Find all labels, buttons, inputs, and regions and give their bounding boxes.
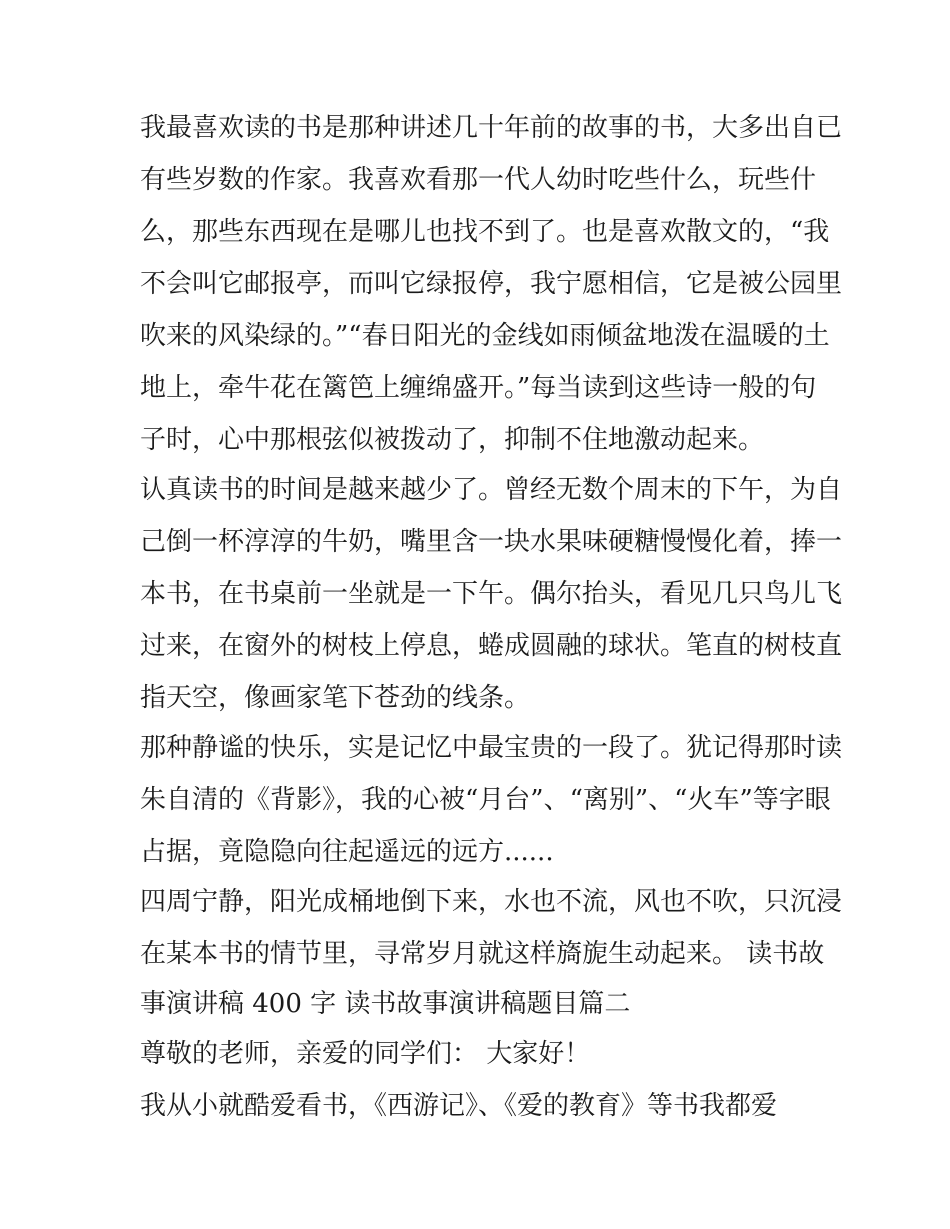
text-line: 过来，在窗外的树枝上停息，蜷成圆融的球状。笔直的树枝直 [140, 631, 843, 661]
text-line: 么，那些东西现在是哪儿也找不到了。也是喜欢散文的，“我 [140, 217, 830, 247]
text-line: 事演讲稿 400 字 读书故事演讲稿题目篇二 [140, 989, 631, 1019]
text-line: 我最喜欢读的书是那种讲述几十年前的故事的书，大多出自已 [140, 113, 843, 143]
text-line: 四周宁静，阳光成桶地倒下来，水也不流，风也不吹，只沉浸 [140, 887, 843, 917]
text-line: 子时，心中那根弦似被拨动了，抑制不住地激动起来。 [140, 425, 765, 455]
text-line: 地上，牵牛花在篱笆上缠绵盛开。”每当读到这些诗一般的句 [140, 373, 817, 403]
text-line: 占据，竟隐隐向往起遥远的远方...... [140, 837, 554, 867]
text-line: 有些岁数的作家。我喜欢看那一代人幼时吃些什么，玩些什 [140, 165, 817, 195]
text-line: 我从小就酷爱看书，《西游记》、《爱的教育》等书我都爱 [140, 1091, 778, 1121]
text-line: 那种静谧的快乐，实是记忆中最宝贵的一段了。犹记得那时读 [140, 733, 843, 763]
text-line: 己倒一杯淳淳的牛奶，嘴里含一块水果味硬糖慢慢化着，捧一 [140, 527, 843, 557]
text-line: 本书，在书桌前一坐就是一下午。偶尔抬头，看见几只鸟儿飞 [140, 579, 843, 609]
text-line: 不会叫它邮报亭，而叫它绿报停，我宁愿相信，它是被公园里 [140, 269, 843, 299]
text-line: 认真读书的时间是越来越少了。曾经无数个周末的下午，为自 [140, 475, 843, 505]
text-line: 在某本书的情节里，寻常岁月就这样旖旎生动起来。 读书故 [140, 939, 825, 969]
text-line: 尊敬的老师，亲爱的同学们： 大家好！ [140, 1039, 591, 1069]
text-line: 吹来的风染绿的。”“春日阳光的金线如雨倾盆地泼在温暖的土 [140, 321, 830, 351]
text-line: 指天空，像画家笔下苍劲的线条。 [140, 683, 531, 713]
text-line: 朱自清的《背影》，我的心被“月台”、“离别”、“火车”等字眼 [140, 785, 831, 815]
